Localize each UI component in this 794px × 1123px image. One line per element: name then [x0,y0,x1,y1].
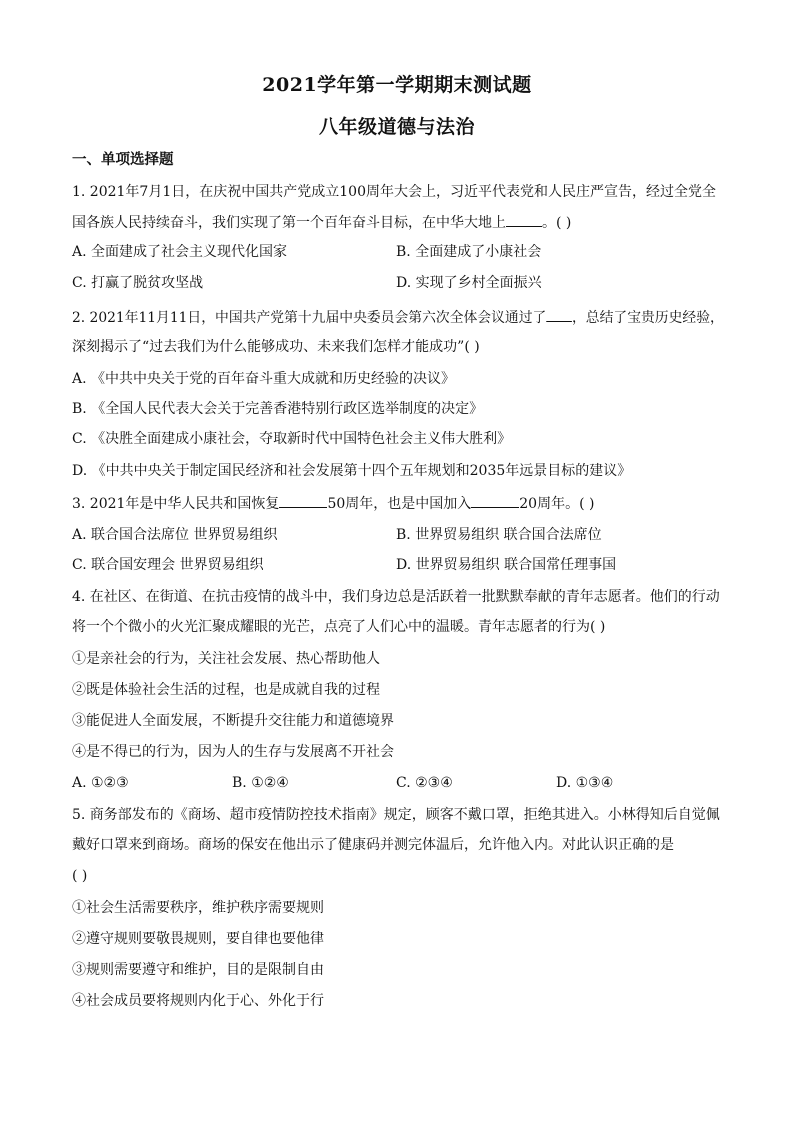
q5-statement-2: ②遵守规则要敬畏规则，要自律也要他律 [72,931,324,947]
q1-line-2 [72,212,571,233]
q2-line-2: 深刻揭示了“过去我们为什么能够成功、未来我们怎样才能成功”( ) [72,339,480,355]
q3-option-a: A. 联合国合法席位 世界贸易组织 [72,527,278,543]
q4-line-1: 4. 在社区、在街道、在抗击疫情的战斗中，我们身边总是活跃着一批默默奉献的青年志愿者。他们的行动 [72,589,720,605]
q2-stem-mid: ，总结了宝贵历史经验， [571,310,724,326]
q1-option-c: C. 打赢了脱贫攻坚战 [72,275,204,291]
q3-line-1 [72,493,594,514]
q1-stem-text: 国各族人民持续奋斗，我们实现了第一个百年奋斗目标，在中华大地上 [72,215,506,231]
q3-stem-end: 20周年。( ) [519,496,595,512]
q1-line-1: 1. 2021年7月1日，在庆祝中国共产党成立100周年大会上，习近平代表党和人民庄严宣告，经过全党全 [72,184,716,200]
section-heading: 一、单项选择题 [72,151,174,168]
q2-option-b: B. 《全国人民代表大会关于完善香港特别行政区选举制度的决定》 [72,401,484,417]
q1-option-a: A. 全面建成了社会主义现代化国家 [72,244,288,260]
q5-statement-4: ④社会成员要将规则内化于心、外化于行 [72,993,324,1009]
q1-option-d: D. 实现了乡村全面振兴 [396,275,542,291]
q4-line-2: 将一个个微小的火光汇聚成耀眼的光芒，点亮了人们心中的温暖。青年志愿者的行为( ) [72,619,606,635]
answer-blank [506,212,542,227]
q3-stem-mid: 50周年，也是中国加入 [327,496,472,512]
q4-option-a: A. ①②③ [72,775,129,791]
q4-statement-2: ②既是体验社会生活的过程，也是成就自我的过程 [72,682,380,698]
answer-blank [279,493,327,508]
q5-line-2: 戴好口罩来到商场。商场的保安在他出示了健康码并测完体温后，允许他入内。对此认识正确的是 [72,837,674,853]
q2-option-a: A. 《中共中央关于党的百年奋斗重大成就和历史经验的决议》 [72,371,456,387]
q1-option-b: B. 全面建成了小康社会 [396,244,542,260]
q2-stem-text: 2. 2021年11月11日，中国共产党第十九届中央委员会第六次全体会议通过了 [72,310,547,326]
q3-stem-text: 3. 2021年是中华人民共和国恢复 [72,496,280,512]
q4-statement-4: ④是不得已的行为，因为人的生存与发展离不开社会 [72,744,394,760]
q3-option-c: C. 联合国安理会 世界贸易组织 [72,557,264,573]
q4-option-c: C. ②③④ [396,775,453,791]
exam-title: 2021学年第一学期期末测试题 [262,74,532,96]
q4-option-d: D. ①③④ [556,775,614,791]
q1-stem-end: 。( ) [542,215,572,231]
q4-option-b: B. ①②④ [232,775,289,791]
q2-option-d: D. 《中共中央关于制定国民经济和社会发展第十四个五年规划和2035年远景目标的建议》 [72,463,632,479]
q5-line-1: 5. 商务部发布的《商场、超市疫情防控技术指南》规定，顾客不戴口罩，拒绝其进入。小林得知后自觉佩 [72,807,720,823]
exam-subtitle: 八年级道德与法治 [318,116,475,138]
answer-blank [546,307,572,322]
q4-statement-3: ③能促进人全面发展，不断提升交往能力和道德境界 [72,713,394,729]
q3-option-b: B. 世界贸易组织 联合国合法席位 [396,527,602,543]
q3-option-d: D. 世界贸易组织 联合国常任理事国 [396,557,617,573]
q5-statement-3: ③规则需要遵守和维护，目的是限制自由 [72,962,324,978]
q4-statement-1: ①是亲社会的行为，关注社会发展、热心帮助他人 [72,651,380,667]
q2-line-1 [72,307,724,328]
q5-statement-1: ①社会生活需要秩序，维护秩序需要规则 [72,900,324,916]
q5-line-3: ( ) [72,868,88,884]
q2-option-c: C. 《决胜全面建成小康社会，夺取新时代中国特色社会主义伟大胜利》 [72,431,512,447]
answer-blank [471,493,519,508]
